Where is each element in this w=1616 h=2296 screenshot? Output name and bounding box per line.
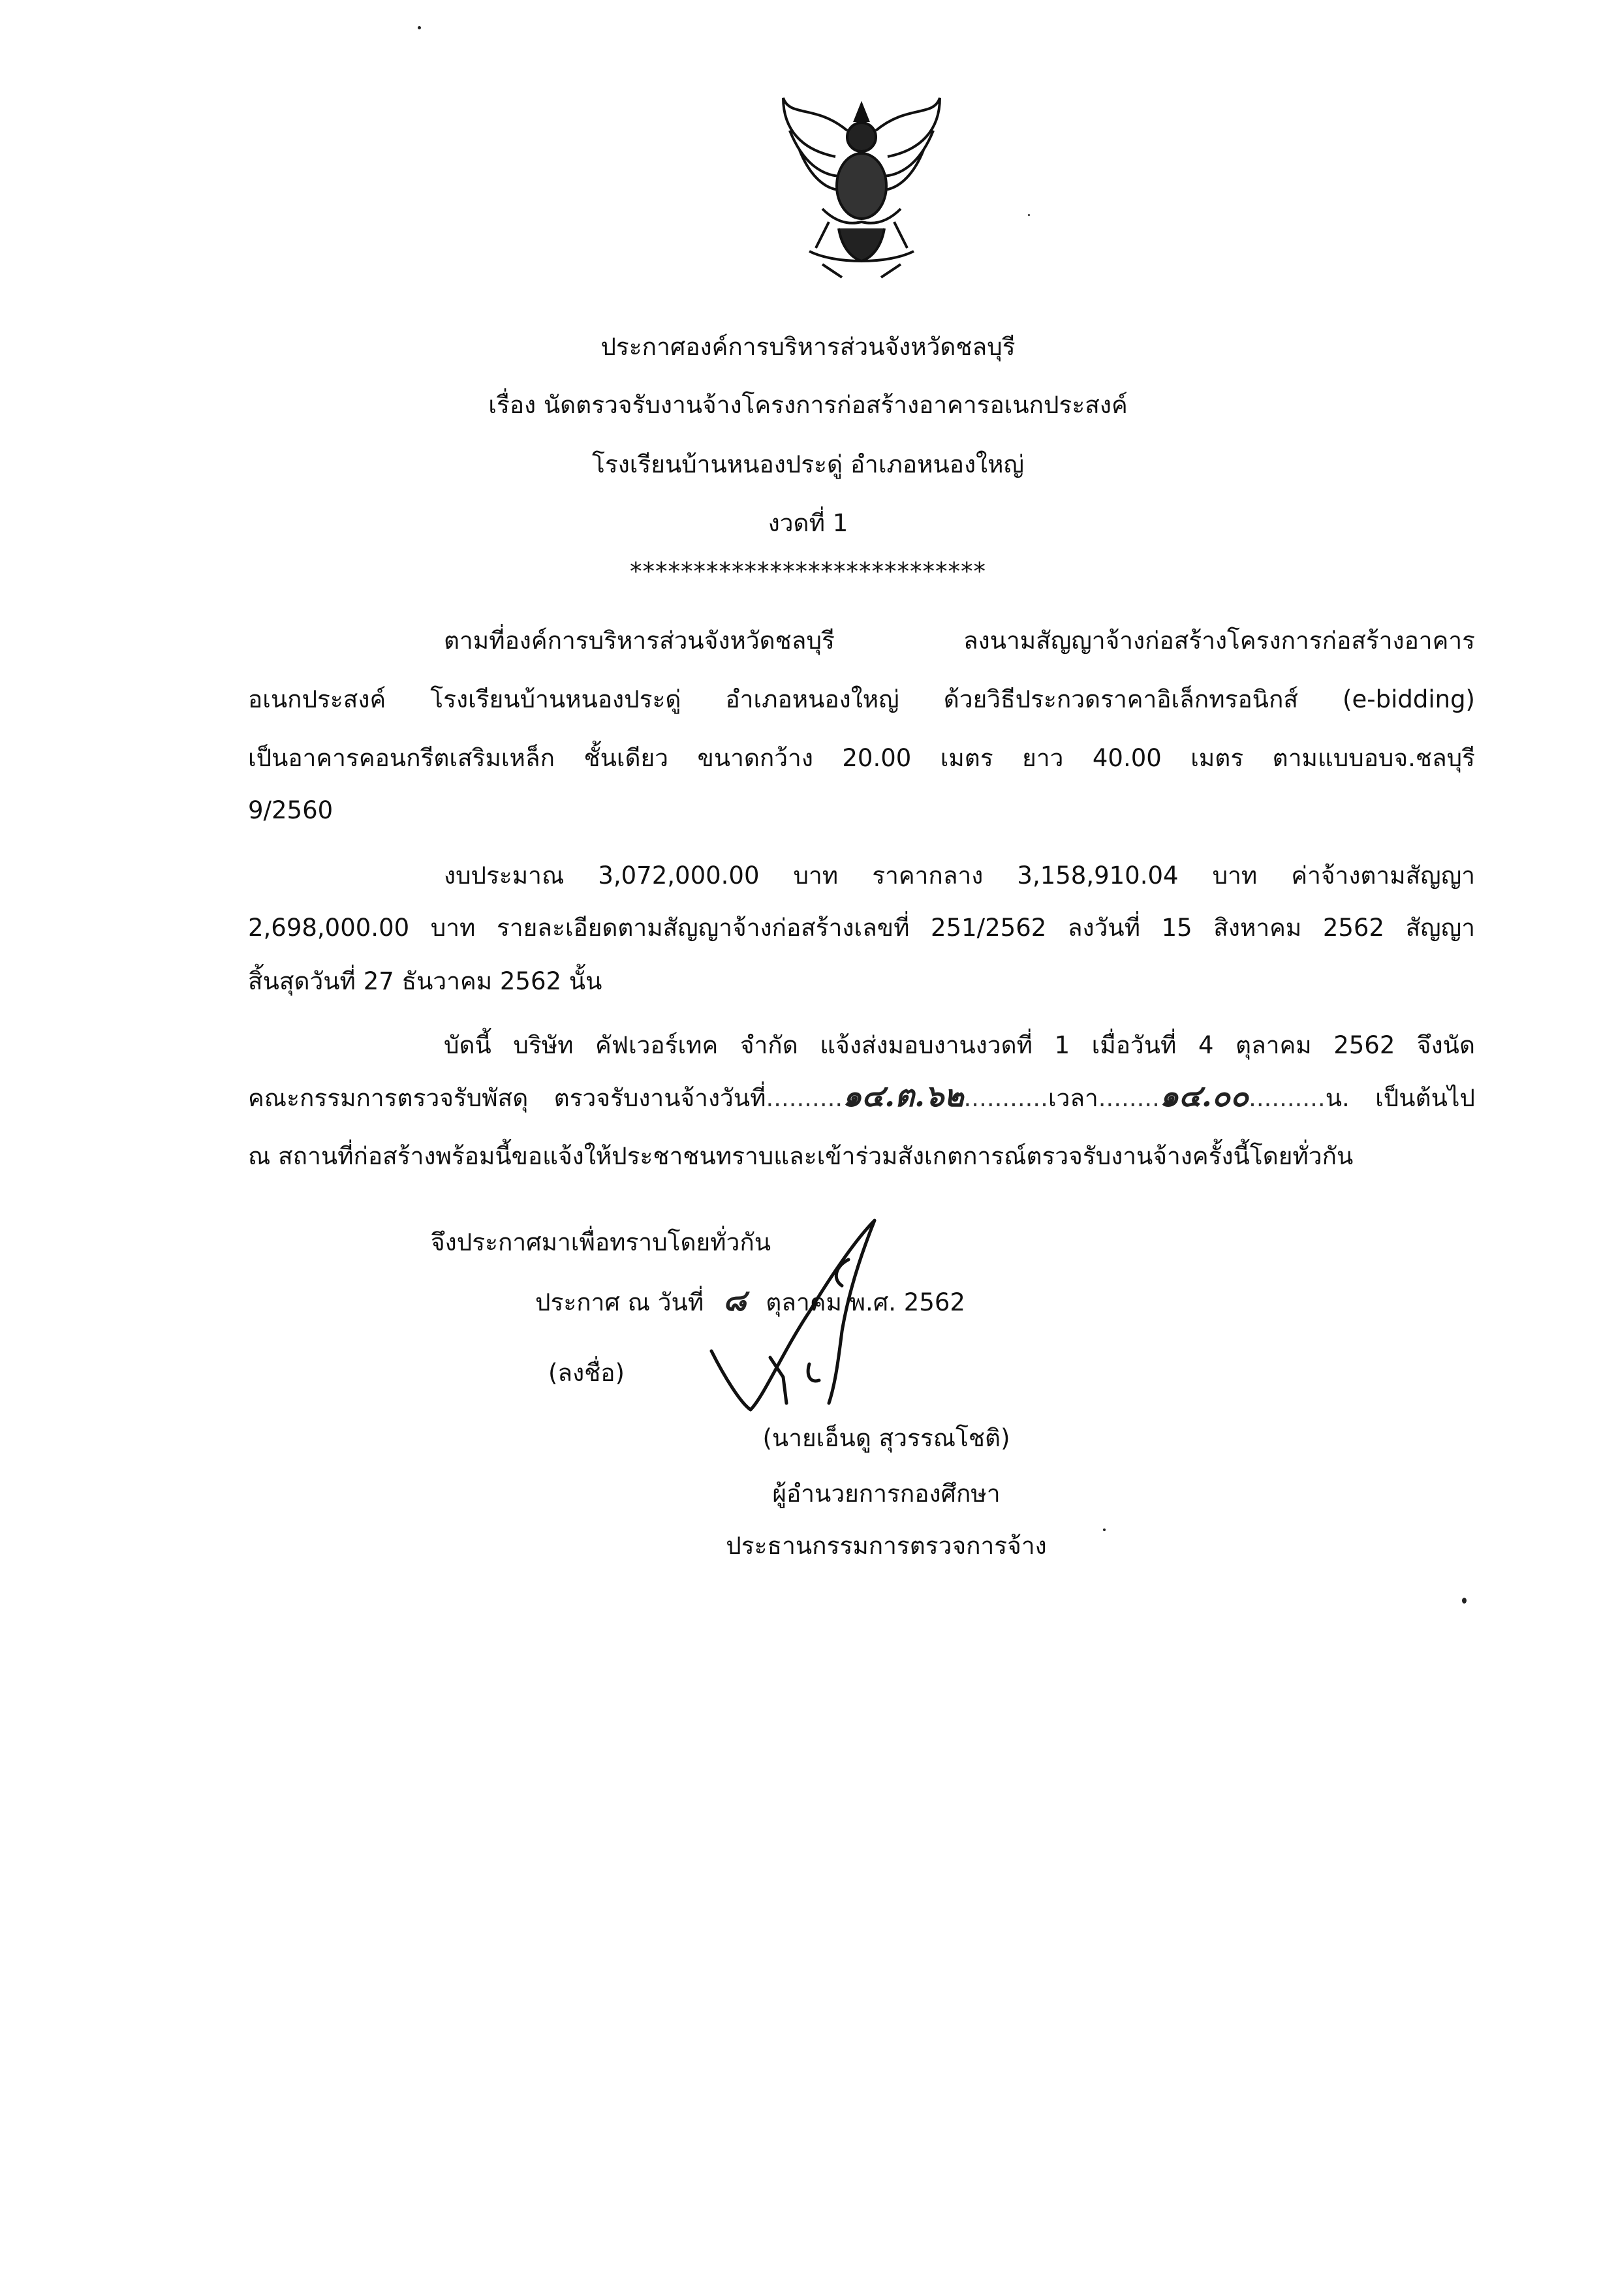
installment-line: งวดที่ 1	[768, 509, 848, 537]
signer-role: ประธานกรรมการตรวจการจ้าง	[726, 1532, 1047, 1560]
para2-line2: 2,698,000.00 บาท รายละเอียดตามสัญญาจ้างก่อสร้างเลขที่ 251/2562 ลงวันที่ 15 สิงหาคม 2562 สัญญา	[248, 914, 1475, 942]
announce-line: จึงประกาศมาเพื่อทราบโดยทั่วกัน	[431, 1228, 771, 1256]
handwritten-inspection-date: ๑๔.ต.๖๒	[843, 1078, 964, 1113]
garuda-emblem-icon	[764, 91, 959, 287]
signed-label: (ลงชื่อ)	[548, 1359, 625, 1387]
org-title: ประกาศองค์การบริหารส่วนจังหวัดชลบุรี	[600, 333, 1016, 361]
handwritten-inspection-time: ๑๔.๐๐	[1159, 1078, 1249, 1113]
handwritten-signature	[679, 1214, 914, 1423]
separator: ****************************	[630, 557, 986, 585]
subject-line: เรื่อง นัดตรวจรับงานจ้างโครงการก่อสร้างอาคารอเนกประสงค์	[488, 391, 1128, 419]
para1-line1: ตามที่องค์การบริหารส่วนจังหวัดชลบุรี ลงนามสัญญาจ้างก่อสร้างโครงการก่อสร้างอาคาร	[444, 627, 1475, 655]
para1-line4: 9/2560	[248, 796, 334, 824]
para1-line2: อเนกประสงค์ โรงเรียนบ้านหนองประดู่ อำเภอหนองใหญ่ ด้วยวิธีประกวดราคาอิเล็กทรอนิกส์ (e-bidding)	[248, 685, 1475, 713]
announce-date-line: ประกาศ ณ วันที่ ๘ ตุลาคม พ.ศ. 2562	[535, 1282, 965, 1318]
scan-speck	[418, 26, 421, 29]
time-label: เวลา	[1048, 1084, 1098, 1112]
para2-line1: งบประมาณ 3,072,000.00 บาท ราคากลาง 3,158,910.04 บาท ค่าจ้างตามสัญญา	[444, 861, 1475, 890]
time-suffix: น. เป็นต้นไป	[1325, 1084, 1475, 1112]
signer-name: (นายเอ็นดู สุวรรณโชติ)	[762, 1424, 1010, 1452]
para2-line3: สิ้นสุดวันที่ 27 ธันวาคม 2562 นั้น	[248, 967, 602, 995]
scan-speck	[1103, 1528, 1106, 1531]
handwritten-day: ๘	[723, 1282, 747, 1318]
para3-line1: บัดนี้ บริษัท คัฟเวอร์เทค จำกัด แจ้งส่งมอบงานงวดที่ 1 เมื่อวันที่ 4 ตุลาคม 2562 จึงนัด	[444, 1031, 1475, 1059]
para3-line3: ณ สถานที่ก่อสร้างพร้อมนี้ขอแจ้งให้ประชาชนทราบและเข้าร่วมสังเกตการณ์ตรวจรับงานจ้างครั้งนี้โดยทั่วกัน	[248, 1142, 1354, 1170]
para3-line2: คณะกรรมการตรวจรับพัสดุ ตรวจรับงานจ้างวันที่..........๑๔.ต.๖๒...........เวลา........๑๔.๐๐..........น. เป็นต้นไป	[248, 1078, 1475, 1113]
school-line: โรงเรียนบ้านหนองประดู่ อำเภอหนองใหญ่	[591, 450, 1025, 478]
signer-position: ผู้อำนวยการกองศึกษา	[772, 1480, 1001, 1508]
scan-speck	[1462, 1598, 1467, 1604]
scan-speck	[1028, 214, 1030, 216]
inspection-date-prefix: คณะกรรมการตรวจรับพัสดุ ตรวจรับงานจ้างวันที่	[248, 1084, 766, 1112]
para1-line3: เป็นอาคารคอนกรีตเสริมเหล็ก ชั้นเดียว ขนาดกว้าง 20.00 เมตร ยาว 40.00 เมตร ตามแบบอบจ.ชลบุรี	[248, 744, 1475, 772]
